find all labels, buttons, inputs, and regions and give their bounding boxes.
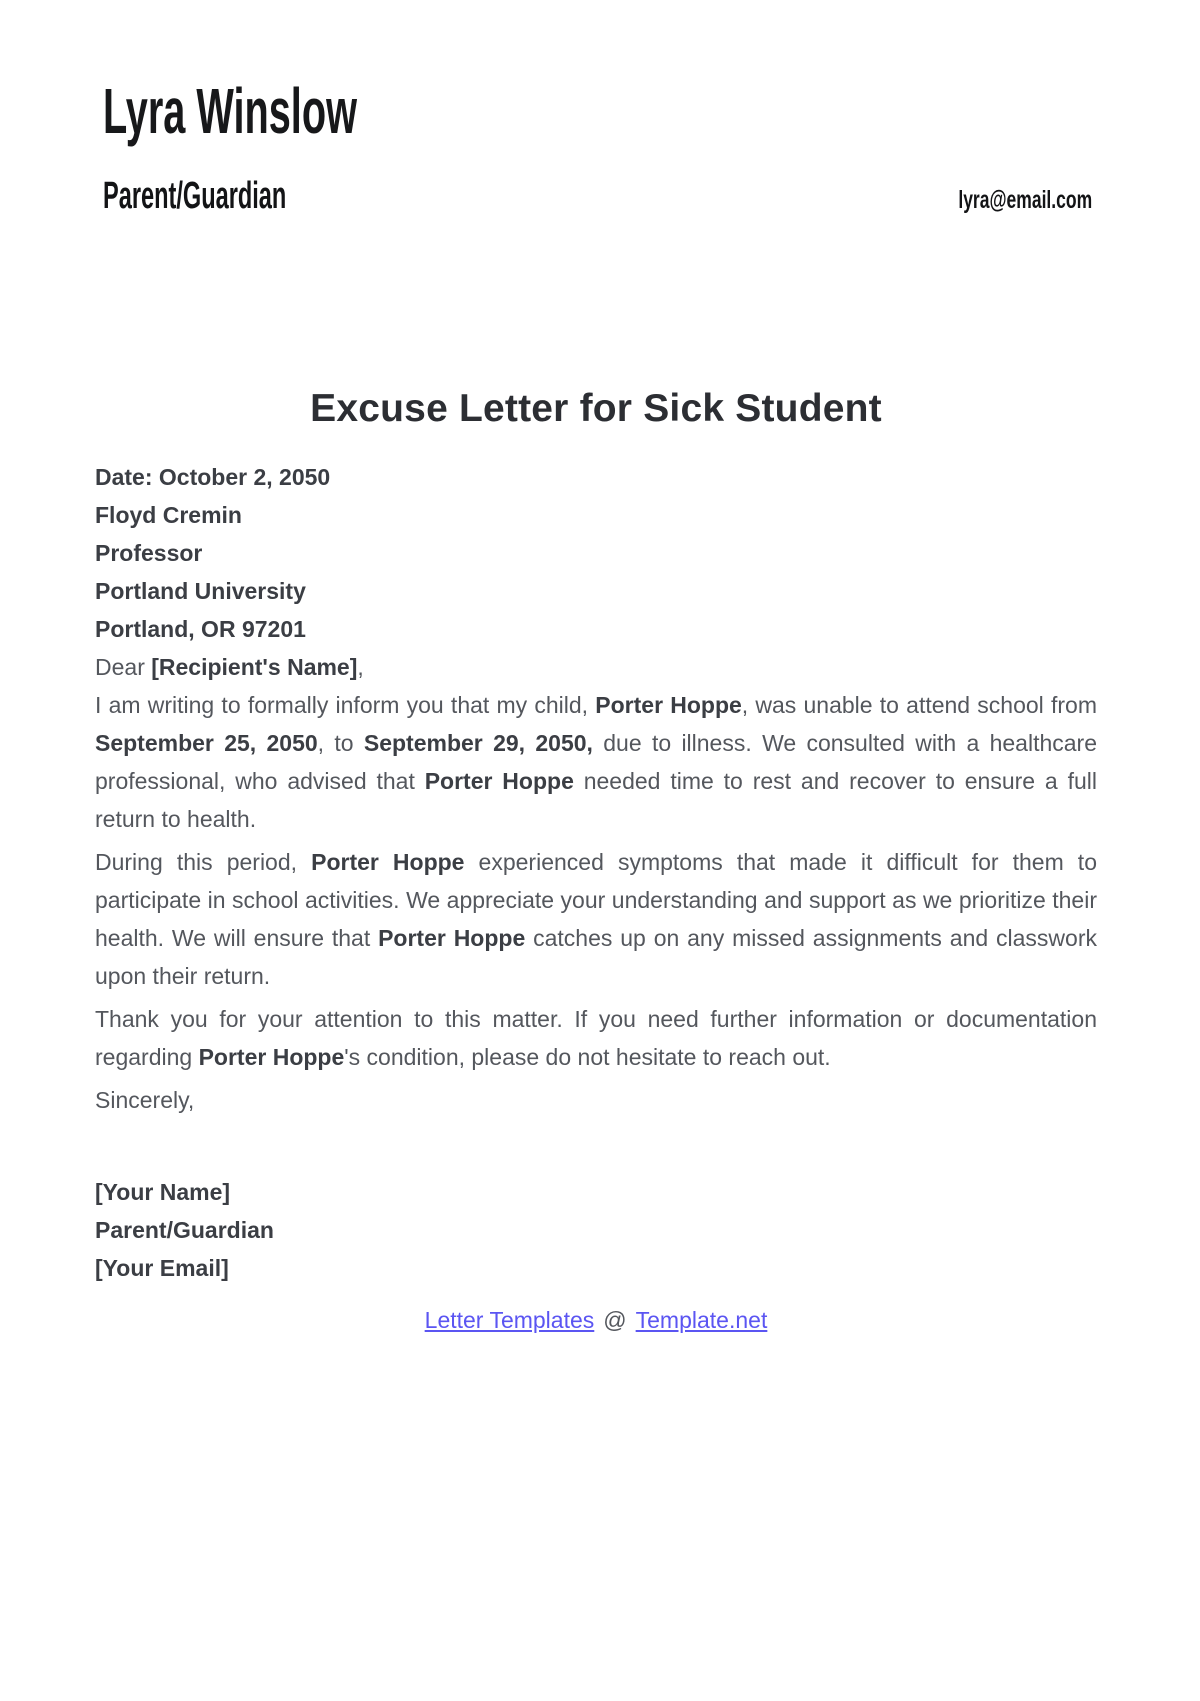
sender-name-row — [103, 76, 1092, 146]
recipient-line: Portland, OR 97201 — [95, 616, 306, 642]
recipient-line: Date: October 2, 2050 — [95, 464, 331, 490]
letter-paragraph: I am writing to formally inform you that my child, Porter Hoppe, was unable to attend school from September 25, 2050, to September 29, 2050, due to illness. We consulted with a healthcare professional, who advised that Porter Hoppe needed time to rest and recover to ensure a full return to health. — [95, 692, 1097, 832]
letterhead-subrow — [103, 172, 1092, 220]
letter-title: Excuse Letter for Sick Student — [310, 387, 882, 430]
letter-paragraph: Thank you for your attention to this matter. If you need further information or documentation regarding Porter Hoppe's condition, please do not hesitate to reach out. — [95, 1006, 1097, 1070]
sender-name: Lyra Winslow — [103, 75, 357, 147]
sender-email: lyra@email.com — [958, 186, 1092, 214]
signature-line: [Your Email] — [95, 1255, 229, 1281]
recipient-line: Floyd Cremin — [95, 502, 242, 528]
footer-attribution — [95, 1301, 1097, 1339]
letter-content — [0, 386, 1200, 1339]
signature-block — [95, 1173, 1097, 1287]
salutation-line: Dear [Recipient's Name], — [95, 654, 364, 680]
letter-paragraph: Sincerely, — [95, 1087, 195, 1113]
sender-role: Parent/Guardian — [103, 175, 287, 217]
recipient-line: Portland University — [95, 578, 306, 604]
letter-templates-link[interactable]: Letter Templates — [424, 1307, 595, 1333]
recipient-line: Professor — [95, 540, 203, 566]
letter-paragraph: During this period, Porter Hoppe experienced symptoms that made it difficult for them to participate in school activities. We appreciate your understanding and support as we prioritize their health. We will ensure that Porter Hoppe catches up on any missed assignments and classwork upon their return. — [95, 849, 1097, 989]
footer-separator: @ — [603, 1307, 627, 1333]
signature-line: Parent/Guardian — [95, 1217, 274, 1243]
recipient-block — [95, 458, 1097, 648]
letter-body — [95, 686, 1097, 1119]
template-net-link[interactable]: Template.net — [635, 1307, 768, 1333]
signature-line: [Your Name] — [95, 1179, 231, 1205]
letterhead — [0, 76, 1200, 220]
